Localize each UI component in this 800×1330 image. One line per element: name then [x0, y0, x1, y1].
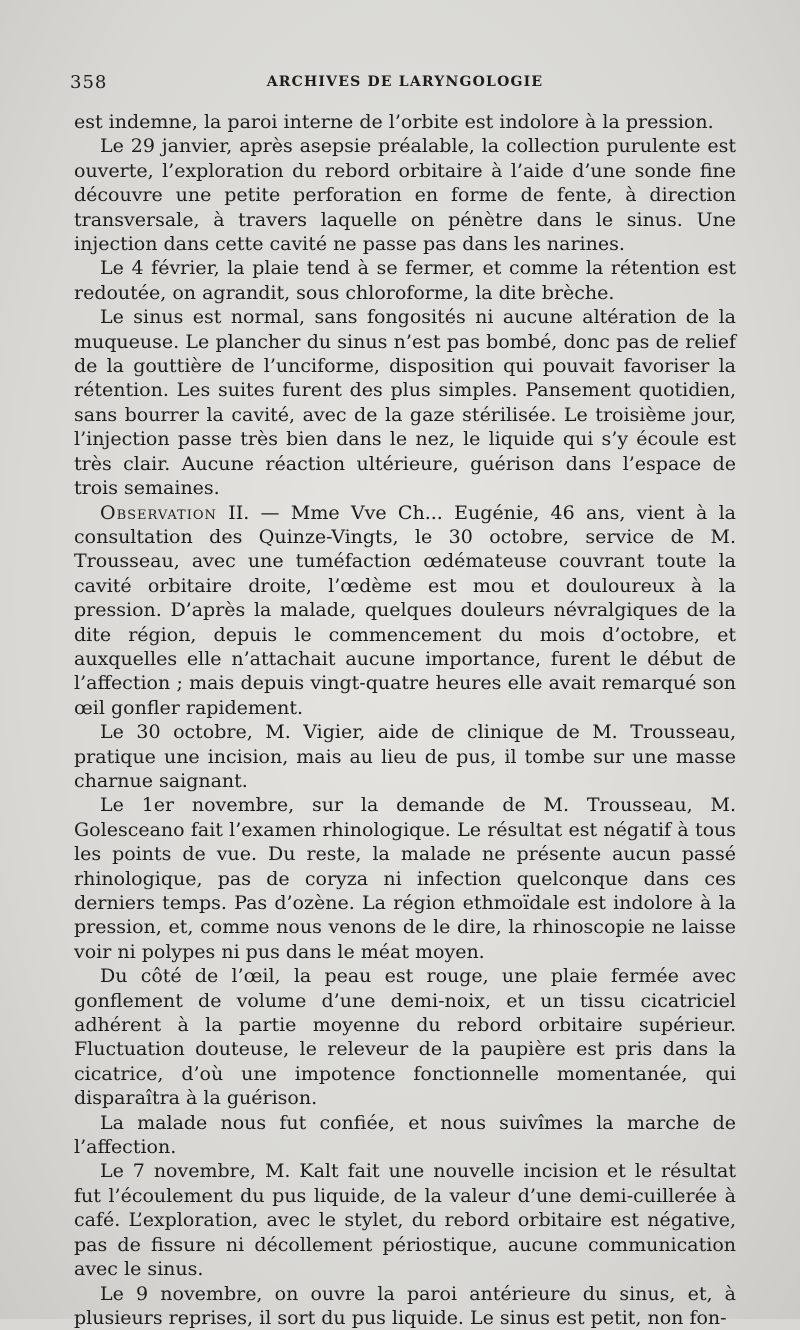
body-text [74, 110, 736, 1330]
paragraph: Le 1er novembre, sur la demande de M. Trousseau, M. Golesceano fait l’examen rhinologique. Le résultat est négatif à tous les points de vue. Du reste, la malade ne présente aucun passé rhinologique, pas de coryza ni infection quelconque dans ces derniers temps. Pas d’ozène. La région ethmoïdale est indolore à la pression, et, comme nous venons de le dire, la rhinoscopie ne laisse voir ni polypes ni pus dans le méat moyen. [74, 793, 736, 964]
paragraph: est indemne, la paroi interne de l’orbite est indolore à la pression. [74, 110, 736, 134]
paragraph: Le 4 février, la plaie tend à se fermer, et comme la rétention est redoutée, on agrandit, sous chloroforme, la dite brèche. [74, 256, 736, 305]
paragraph: Le 9 novembre, on ouvre la paroi antérieure du sinus, et, à plusieurs reprises, il sort du pus liquide. Le sinus est petit, non fon- [74, 1282, 736, 1330]
observation-label: Observation [100, 502, 217, 524]
paragraph: La malade nous fut confiée, et nous suivîmes la marche de l’affection. [74, 1111, 736, 1160]
paragraph: Le 7 novembre, M. Kalt fait une nouvelle incision et le résultat fut l’écoulement du pus liquide, de la valeur d’une demi-cuillerée à café. L’exploration, avec le stylet, du rebord orbitaire est négative, pas de fissure ni décollement périostique, aucune communication avec le sinus. [74, 1159, 736, 1281]
observation-text: II. — Mme Vve Ch... Eugénie, 46 ans, vient à la consultation des Quinze-Vingts, le 30 octobre, service de M. Trousseau, avec une tuméfaction œdémateuse couvrant toute la cavité orbitaire droite, l’œdème est mou et douloureux à la pression. D’après la malade, quelques douleurs névralgiques de la dite région, depuis le commencement du mois d’octobre, et auxquelles elle n’attachait aucune importance, furent le début de l’affection ; mais depuis vingt-quatre heures elle avait remarqué son œil gonfler rapidement. [74, 502, 736, 719]
paragraph: Le 30 octobre, M. Vigier, aide de clinique de M. Trousseau, pratique une incision, mais au lieu de pus, il tombe sur une masse charnue saignant. [74, 720, 736, 793]
paragraph: Du côté de l’œil, la peau est rouge, une plaie fermée avec gonflement de volume d’une demi-noix, et un tissu cicatriciel adhérent à la partie moyenne du rebord orbitaire supérieur. Fluctuation douteuse, le releveur de la paupière est pris dans la cicatrice, d’où une impotence fonctionnelle momentanée, qui disparaîtra à la guérison. [74, 964, 736, 1110]
paragraph: Le sinus est normal, sans fongosités ni aucune altération de la muqueuse. Le plancher du sinus n’est pas bombé, donc pas de relief de la gouttière de l’unciforme, disposition qui pouvait favoriser la rétention. Les suites furent des plus simples. Pansement quotidien, sans bourrer la cavité, avec de la gaze stérilisée. Le troisième jour, l’injection passe très bien dans le nez, le liquide qui s’y écoule est très clair. Aucune réaction ultérieure, guérison dans l’espace de trois semaines. [74, 305, 736, 500]
paragraph: Le 29 janvier, après asepsie préalable, la collection purulente est ouverte, l’exploration du rebord orbitaire à l’aide d’une sonde fine découvre une petite perforation en forme de fente, à direction transversale, à travers laquelle on pénètre dans le sinus. Une injection dans cette cavité ne passe pas dans les narines. [74, 134, 736, 256]
running-head: ARCHIVES DE LARYNGOLOGIE [70, 74, 740, 90]
paragraph-observation [74, 501, 736, 721]
page-number: 358 [70, 72, 107, 93]
page-header [70, 72, 740, 96]
